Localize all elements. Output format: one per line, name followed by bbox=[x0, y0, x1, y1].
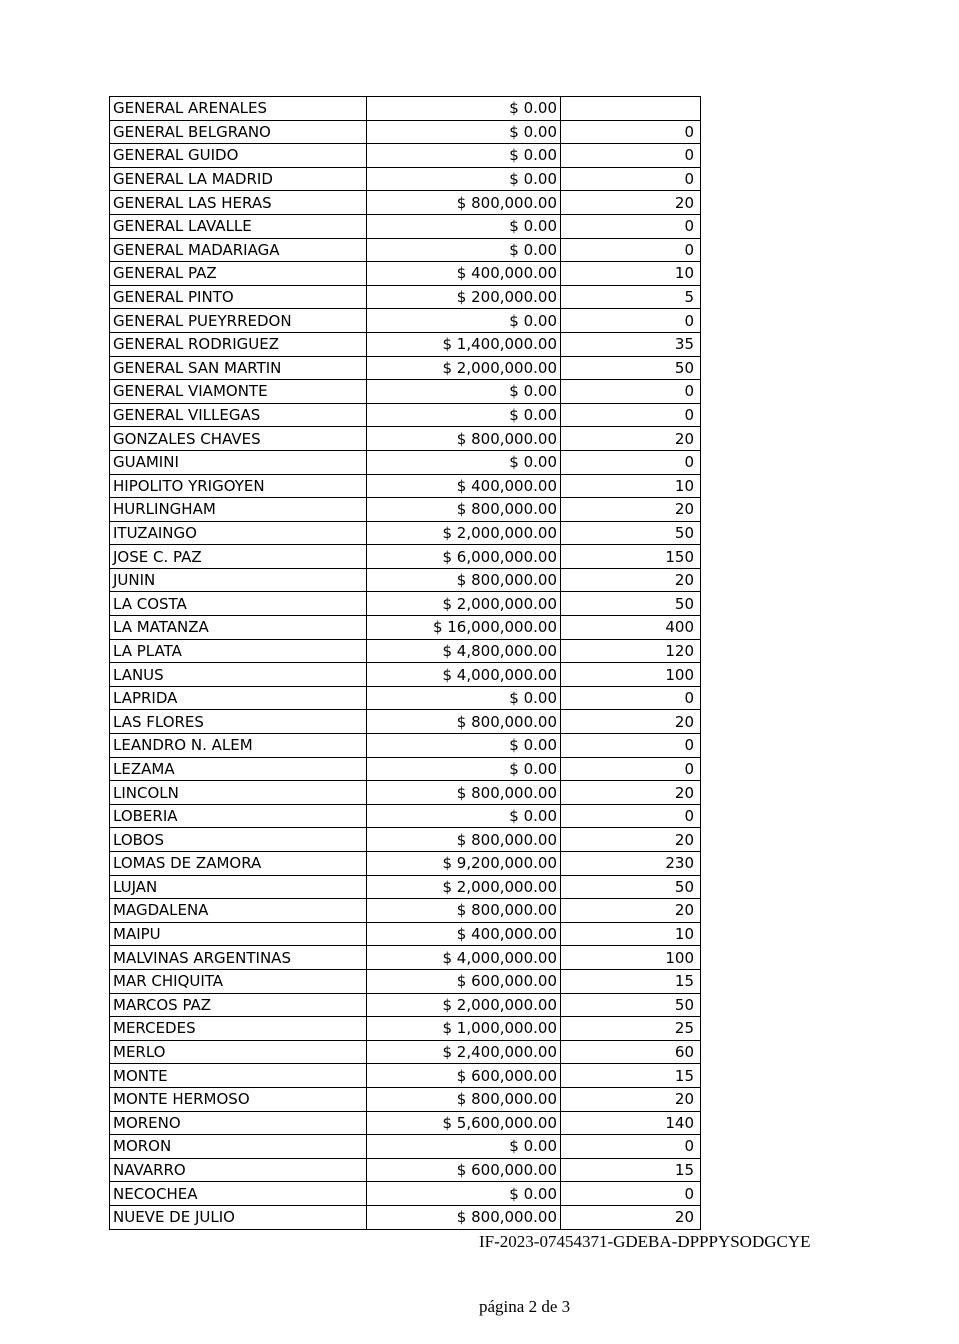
table-row bbox=[110, 356, 701, 380]
table-row bbox=[110, 804, 701, 828]
municipality-name-cell: NECOCHEA bbox=[110, 1182, 367, 1206]
municipality-name-cell: NAVARRO bbox=[110, 1158, 367, 1182]
amount-cell: $ 4,000,000.00 bbox=[367, 946, 561, 970]
document-id: IF-2023-07454371-GDEBA-DPPPYSODGCYE bbox=[479, 1232, 811, 1251]
municipality-name-cell: MARCOS PAZ bbox=[110, 993, 367, 1017]
amount-cell: $ 6,000,000.00 bbox=[367, 545, 561, 569]
amount-cell: $ 800,000.00 bbox=[367, 899, 561, 923]
amount-cell: $ 0.00 bbox=[367, 686, 561, 710]
table-row bbox=[110, 639, 701, 663]
amount-cell: $ 0.00 bbox=[367, 450, 561, 474]
count-cell: 0 bbox=[561, 214, 701, 238]
count-cell: 20 bbox=[561, 191, 701, 215]
municipality-name-cell: MORON bbox=[110, 1135, 367, 1159]
count-cell: 0 bbox=[561, 1135, 701, 1159]
table-row bbox=[110, 545, 701, 569]
count-cell: 0 bbox=[561, 757, 701, 781]
table-row bbox=[110, 262, 701, 286]
count-cell: 0 bbox=[561, 238, 701, 262]
count-cell: 20 bbox=[561, 1205, 701, 1229]
municipality-name-cell: LEANDRO N. ALEM bbox=[110, 734, 367, 758]
amount-cell: $ 600,000.00 bbox=[367, 969, 561, 993]
table-row bbox=[110, 97, 701, 121]
table-row bbox=[110, 120, 701, 144]
count-cell: 10 bbox=[561, 262, 701, 286]
amount-cell: $ 2,000,000.00 bbox=[367, 356, 561, 380]
count-cell: 0 bbox=[561, 309, 701, 333]
count-cell: 230 bbox=[561, 852, 701, 876]
table-row bbox=[110, 309, 701, 333]
amount-cell: $ 0.00 bbox=[367, 120, 561, 144]
count-cell: 0 bbox=[561, 450, 701, 474]
count-cell: 50 bbox=[561, 592, 701, 616]
municipality-name-cell: MAGDALENA bbox=[110, 899, 367, 923]
amount-cell: $ 200,000.00 bbox=[367, 285, 561, 309]
municipality-name-cell: GENERAL PAZ bbox=[110, 262, 367, 286]
municipality-name-cell: GENERAL LAS HERAS bbox=[110, 191, 367, 215]
municipality-name-cell: GENERAL BELGRANO bbox=[110, 120, 367, 144]
amount-cell: $ 16,000,000.00 bbox=[367, 616, 561, 640]
municipality-name-cell: GUAMINI bbox=[110, 450, 367, 474]
count-cell: 20 bbox=[561, 498, 701, 522]
table-row bbox=[110, 403, 701, 427]
count-cell: 50 bbox=[561, 993, 701, 1017]
count-cell: 120 bbox=[561, 639, 701, 663]
amount-cell: $ 600,000.00 bbox=[367, 1158, 561, 1182]
table-row bbox=[110, 757, 701, 781]
municipality-name-cell: GENERAL LAVALLE bbox=[110, 214, 367, 238]
municipality-name-cell: MONTE bbox=[110, 1064, 367, 1088]
table-row bbox=[110, 993, 701, 1017]
table-row bbox=[110, 852, 701, 876]
count-cell: 15 bbox=[561, 1158, 701, 1182]
count-cell: 60 bbox=[561, 1040, 701, 1064]
table-row bbox=[110, 238, 701, 262]
table-row bbox=[110, 332, 701, 356]
count-cell: 10 bbox=[561, 474, 701, 498]
count-cell: 0 bbox=[561, 380, 701, 404]
table-row bbox=[110, 1111, 701, 1135]
amount-cell: $ 4,000,000.00 bbox=[367, 663, 561, 687]
amount-cell: $ 0.00 bbox=[367, 309, 561, 333]
count-cell: 0 bbox=[561, 403, 701, 427]
municipality-name-cell: MERCEDES bbox=[110, 1017, 367, 1041]
table-row bbox=[110, 1017, 701, 1041]
amount-cell: $ 0.00 bbox=[367, 97, 561, 121]
municipality-name-cell: JOSE C. PAZ bbox=[110, 545, 367, 569]
amount-cell: $ 600,000.00 bbox=[367, 1064, 561, 1088]
amount-cell: $ 800,000.00 bbox=[367, 781, 561, 805]
amount-cell: $ 800,000.00 bbox=[367, 568, 561, 592]
municipality-name-cell: GENERAL VILLEGAS bbox=[110, 403, 367, 427]
municipality-name-cell: LA MATANZA bbox=[110, 616, 367, 640]
municipality-name-cell: GENERAL ARENALES bbox=[110, 97, 367, 121]
amount-cell: $ 800,000.00 bbox=[367, 828, 561, 852]
amount-cell: $ 2,000,000.00 bbox=[367, 521, 561, 545]
count-cell: 20 bbox=[561, 828, 701, 852]
municipality-name-cell: GENERAL SAN MARTIN bbox=[110, 356, 367, 380]
amount-cell: $ 0.00 bbox=[367, 403, 561, 427]
municipality-name-cell: GENERAL MADARIAGA bbox=[110, 238, 367, 262]
municipality-name-cell: LOBOS bbox=[110, 828, 367, 852]
table-row bbox=[110, 686, 701, 710]
count-cell: 50 bbox=[561, 875, 701, 899]
table-row bbox=[110, 1182, 701, 1206]
count-cell: 15 bbox=[561, 1064, 701, 1088]
municipality-name-cell: JUNIN bbox=[110, 568, 367, 592]
amount-cell: $ 2,000,000.00 bbox=[367, 875, 561, 899]
amount-cell: $ 800,000.00 bbox=[367, 498, 561, 522]
municipality-name-cell: MALVINAS ARGENTINAS bbox=[110, 946, 367, 970]
amount-cell: $ 0.00 bbox=[367, 144, 561, 168]
municipality-name-cell: LINCOLN bbox=[110, 781, 367, 805]
table-row bbox=[110, 875, 701, 899]
municipality-name-cell: GONZALES CHAVES bbox=[110, 427, 367, 451]
table-row bbox=[110, 214, 701, 238]
municipality-name-cell: MAR CHIQUITA bbox=[110, 969, 367, 993]
municipality-name-cell: ITUZAINGO bbox=[110, 521, 367, 545]
municipality-name-cell: LEZAMA bbox=[110, 757, 367, 781]
count-cell: 100 bbox=[561, 946, 701, 970]
count-cell: 400 bbox=[561, 616, 701, 640]
count-cell: 20 bbox=[561, 1087, 701, 1111]
municipality-name-cell: GENERAL GUIDO bbox=[110, 144, 367, 168]
table-row bbox=[110, 1087, 701, 1111]
count-cell: 50 bbox=[561, 356, 701, 380]
amount-cell: $ 0.00 bbox=[367, 1135, 561, 1159]
amount-cell: $ 400,000.00 bbox=[367, 474, 561, 498]
table-row bbox=[110, 144, 701, 168]
table-row bbox=[110, 568, 701, 592]
amount-cell: $ 0.00 bbox=[367, 167, 561, 191]
count-cell: 50 bbox=[561, 521, 701, 545]
amount-cell: $ 800,000.00 bbox=[367, 1087, 561, 1111]
count-cell: 0 bbox=[561, 120, 701, 144]
table-row bbox=[110, 969, 701, 993]
amount-cell: $ 800,000.00 bbox=[367, 1205, 561, 1229]
municipality-name-cell: GENERAL VIAMONTE bbox=[110, 380, 367, 404]
count-cell: 35 bbox=[561, 332, 701, 356]
municipality-name-cell: LA PLATA bbox=[110, 639, 367, 663]
municipality-name-cell: MAIPU bbox=[110, 922, 367, 946]
table-row bbox=[110, 285, 701, 309]
municipality-name-cell: LAS FLORES bbox=[110, 710, 367, 734]
municipality-name-cell: NUEVE DE JULIO bbox=[110, 1205, 367, 1229]
amount-cell: $ 0.00 bbox=[367, 734, 561, 758]
municipality-name-cell: GENERAL PUEYRREDON bbox=[110, 309, 367, 333]
amount-cell: $ 0.00 bbox=[367, 380, 561, 404]
count-cell: 100 bbox=[561, 663, 701, 687]
municipality-name-cell: LOBERIA bbox=[110, 804, 367, 828]
count-cell: 20 bbox=[561, 899, 701, 923]
amount-cell: $ 0.00 bbox=[367, 1182, 561, 1206]
municipality-name-cell: LUJAN bbox=[110, 875, 367, 899]
municipality-name-cell: MORENO bbox=[110, 1111, 367, 1135]
count-cell: 0 bbox=[561, 1182, 701, 1206]
amount-cell: $ 400,000.00 bbox=[367, 922, 561, 946]
count-cell: 150 bbox=[561, 545, 701, 569]
table-row bbox=[110, 616, 701, 640]
table-row bbox=[110, 781, 701, 805]
municipality-name-cell: LOMAS DE ZAMORA bbox=[110, 852, 367, 876]
page-number: página 2 de 3 bbox=[479, 1297, 571, 1316]
amount-cell: $ 2,400,000.00 bbox=[367, 1040, 561, 1064]
municipality-name-cell: GENERAL PINTO bbox=[110, 285, 367, 309]
count-cell: 5 bbox=[561, 285, 701, 309]
table-row bbox=[110, 710, 701, 734]
amount-cell: $ 0.00 bbox=[367, 214, 561, 238]
count-cell: 20 bbox=[561, 568, 701, 592]
count-cell: 0 bbox=[561, 144, 701, 168]
table-row bbox=[110, 1135, 701, 1159]
amount-cell: $ 800,000.00 bbox=[367, 191, 561, 215]
table-row bbox=[110, 380, 701, 404]
table-row bbox=[110, 946, 701, 970]
amount-cell: $ 2,000,000.00 bbox=[367, 993, 561, 1017]
table-row bbox=[110, 521, 701, 545]
table-row bbox=[110, 922, 701, 946]
table-row bbox=[110, 592, 701, 616]
count-cell: 25 bbox=[561, 1017, 701, 1041]
municipality-name-cell: HURLINGHAM bbox=[110, 498, 367, 522]
table-row bbox=[110, 167, 701, 191]
count-cell: 20 bbox=[561, 781, 701, 805]
count-cell: 20 bbox=[561, 710, 701, 734]
table-row bbox=[110, 663, 701, 687]
table-row bbox=[110, 450, 701, 474]
municipality-name-cell: LA COSTA bbox=[110, 592, 367, 616]
municipality-table bbox=[109, 96, 701, 1230]
table-row bbox=[110, 191, 701, 215]
table-row bbox=[110, 828, 701, 852]
count-cell: 0 bbox=[561, 167, 701, 191]
amount-cell: $ 400,000.00 bbox=[367, 262, 561, 286]
count-cell: 0 bbox=[561, 734, 701, 758]
amount-cell: $ 1,000,000.00 bbox=[367, 1017, 561, 1041]
amount-cell: $ 800,000.00 bbox=[367, 710, 561, 734]
municipality-name-cell: GENERAL LA MADRID bbox=[110, 167, 367, 191]
count-cell: 0 bbox=[561, 804, 701, 828]
table-row bbox=[110, 498, 701, 522]
table-row bbox=[110, 427, 701, 451]
amount-cell: $ 0.00 bbox=[367, 804, 561, 828]
amount-cell: $ 5,600,000.00 bbox=[367, 1111, 561, 1135]
count-cell: 0 bbox=[561, 686, 701, 710]
municipality-name-cell: LANUS bbox=[110, 663, 367, 687]
municipality-name-cell: HIPOLITO YRIGOYEN bbox=[110, 474, 367, 498]
municipality-name-cell: LAPRIDA bbox=[110, 686, 367, 710]
table-row bbox=[110, 734, 701, 758]
amount-cell: $ 2,000,000.00 bbox=[367, 592, 561, 616]
table-row bbox=[110, 1064, 701, 1088]
count-cell: 10 bbox=[561, 922, 701, 946]
count-cell bbox=[561, 97, 701, 121]
count-cell: 20 bbox=[561, 427, 701, 451]
count-cell: 140 bbox=[561, 1111, 701, 1135]
count-cell: 15 bbox=[561, 969, 701, 993]
table-row bbox=[110, 899, 701, 923]
table-row bbox=[110, 1040, 701, 1064]
amount-cell: $ 4,800,000.00 bbox=[367, 639, 561, 663]
amount-cell: $ 800,000.00 bbox=[367, 427, 561, 451]
municipality-name-cell: GENERAL RODRIGUEZ bbox=[110, 332, 367, 356]
amount-cell: $ 0.00 bbox=[367, 757, 561, 781]
amount-cell: $ 1,400,000.00 bbox=[367, 332, 561, 356]
table-row bbox=[110, 1205, 701, 1229]
municipality-name-cell: MERLO bbox=[110, 1040, 367, 1064]
table-row bbox=[110, 1158, 701, 1182]
amount-cell: $ 9,200,000.00 bbox=[367, 852, 561, 876]
amount-cell: $ 0.00 bbox=[367, 238, 561, 262]
municipality-name-cell: MONTE HERMOSO bbox=[110, 1087, 367, 1111]
table-row bbox=[110, 474, 701, 498]
table-body bbox=[110, 97, 701, 1230]
